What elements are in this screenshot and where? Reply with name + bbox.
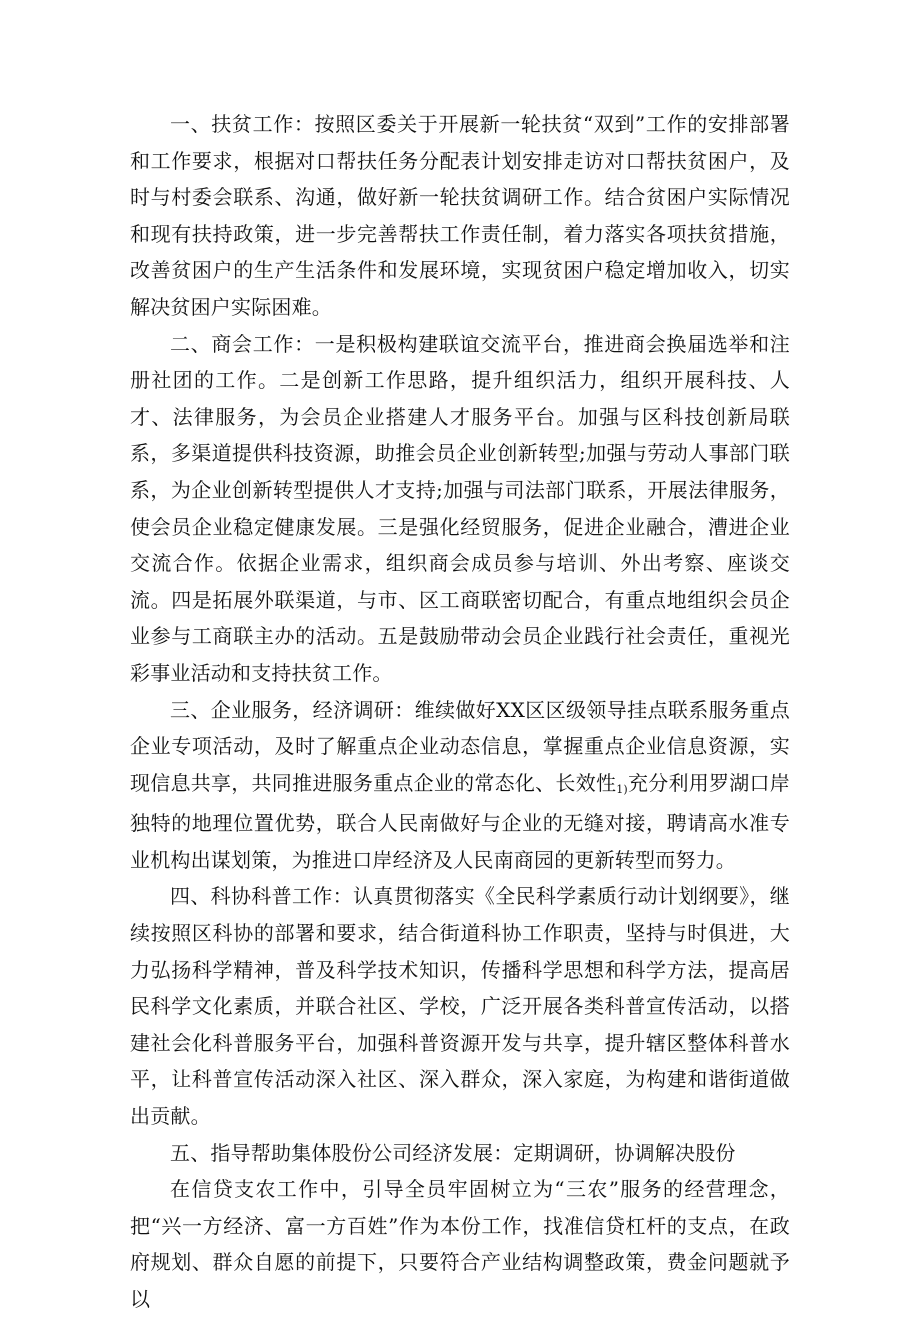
paragraph-poverty-alleviation: 一、扶贫工作：按照区委关于开展新一轮扶贫“双到”工作的安排部署和工作要求，根据对口帮扶任务分配表计划安排走访对口帮扶贫困户，及时与村委会联系、沟通，做好新一轮扶贫调研工作。结合贫困户实际情况和现有扶持政策，进一步完善帮扶工作责任制，着力落实各项扶贫措施，改善贫困户的生产生活条件和发展环境，实现贫困户稳定增加收入，切实解决贫困户实际困难。 bbox=[130, 112, 790, 319]
paragraph-credit-agriculture: 在信贷支农工作中，引导全员牢固树立为“三农”服务的经营理念，把“兴一方经济、富一方百姓”作为本份工作，找准信贷杠杆的支点，在政府规划、群众自愿的前提下，只要符合产业结构调整政策，费金问题就予以 bbox=[130, 1177, 790, 1311]
paragraph-enterprise-service bbox=[130, 692, 790, 879]
paragraph-enterprise-service-text-b: 充分利用罗湖口岸独特的地理位置优势，联合人民南做好与企业的无缝对接，聘请高水准专业机构出谋划策，为推进口岸经济及人民南商园的更新转型而努力。 bbox=[130, 770, 790, 872]
footnote-marker: 1) bbox=[616, 782, 628, 796]
paragraph-collective-economy: 五、指导帮助集体股份公司经济发展：定期调研，协调解决股份 bbox=[170, 1140, 736, 1165]
paragraph-science-association: 四、科协科普工作：认真贯彻落实《全民科学素质行动计划纲要》，继续按照区科协的部署和要求，结合街道科协工作职责，坚持与时俱进，大力弘扬科学精神，普及科学技术知识，传播科学思想和科学方法，提高居民科学文化素质，并联合社区、学校，广泛开展各类科普宣传活动，以搭建社会化科普服务平台，加强科普资源开发与共享，提升辖区整体科普水平，让科普宣传活动深入社区、深入群众，深入家庭，为构建和谐街道做出贡献。 bbox=[130, 884, 790, 1129]
paragraph-chamber-of-commerce: 二、商会工作：一是积极构建联谊交流平台，推进商会换届选举和注册社团的工作。二是创新工作思路，提升组织活力，组织开展科技、人才、法律服务，为会员企业搭建人才服务平台。加强与区科技创新局联系，多渠道提供科技资源，助推会员企业创新转型;加强与劳动人事部门联系，为企业创新转型提供人才支持;加强与司法部门联系，开展法律服务，使会员企业稳定健康发展。三是强化经贸服务，促进企业融合，漕进企业交流合作。依据企业需求，组织商会成员参与培训、外出考察、座谈交流。四是拓展外联渠道，与市、区工商联密切配合，有重点地组织会员企业参与工商联主办的活动。五是鼓励带动会员企业践行社会责任，重视光彩事业活动和支持扶贫工作。 bbox=[130, 331, 790, 685]
paragraph-enterprise-service-text-a: 三、企业服务，经济调研：维续做好XX区区级领导挂点联系服务重点企业专项活动，及时了解重点企业动态信息，掌握重点企业信息资源，实现信息共享，共同推进服务重点企业的常态化、长效性 bbox=[130, 697, 790, 795]
document-body bbox=[130, 106, 790, 1318]
